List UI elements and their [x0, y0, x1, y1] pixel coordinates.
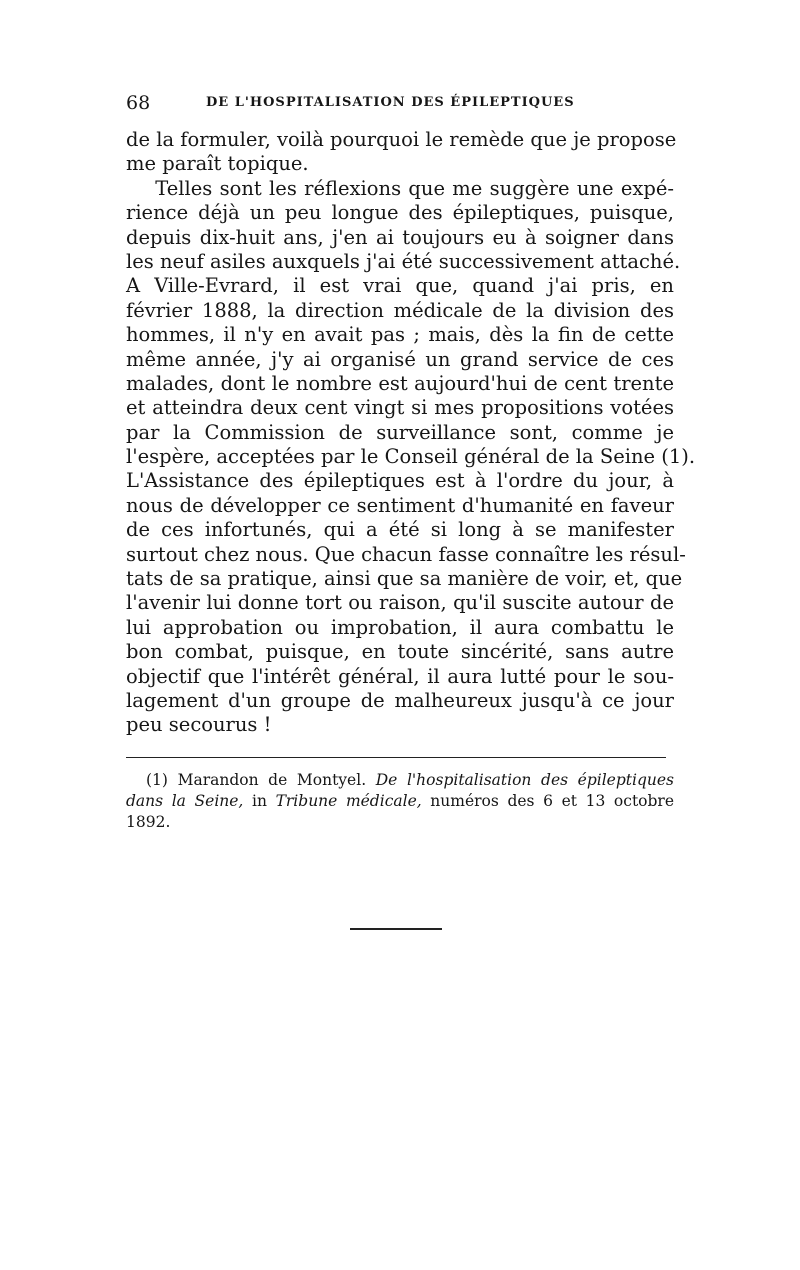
text-line: surtout chez nous. Que chacun fasse connaître les résul-: [126, 542, 686, 566]
text-line: tats de sa pratique, ainsi que sa manière de voir, et, que: [126, 567, 683, 591]
footnote-line: [126, 791, 674, 812]
text-line: les neuf asiles auxquels j'ai été successivement attaché.: [126, 249, 681, 273]
text-line: lagement d'un groupe de malheureux jusqu'à ce jour: [126, 688, 674, 712]
footnote-rest: numéros des 6 et 13 octobre: [430, 792, 675, 810]
footnote-marker: (1): [146, 771, 168, 789]
text-line: objectif que l'intérêt général, il aura lutté pour le sou-: [126, 664, 674, 688]
page-number: 68: [126, 92, 151, 114]
text-line: depuis dix-huit ans, j'en ai toujours eu à soigner dans: [126, 225, 674, 249]
text-line: hommes, il n'y en avait pas ; mais, dès la fin de cette: [126, 323, 674, 347]
running-title: DE L'HOSPITALISATION DES ÉPILEPTIQUES: [206, 95, 575, 110]
text-line: février 1888, la direction médicale de la division des: [126, 298, 674, 322]
end-rule: [350, 928, 442, 930]
text-line: peu secourus !: [126, 713, 272, 737]
footnote-title-cont: dans la Seine,: [126, 792, 244, 810]
text-line: me paraît topique.: [126, 152, 309, 176]
text-line: bon combat, puisque, en toute sincérité, sans autre: [126, 640, 674, 664]
text-line: de ces infortunés, qui a été si long à se manifester: [126, 518, 674, 542]
footnote-divider: [126, 757, 666, 758]
text-line: par la Commission de surveillance sont, comme je: [126, 420, 674, 444]
text-line: de la formuler, voilà pourquoi le remède que je propose: [126, 128, 677, 151]
text-line: L'Assistance des épileptiques est à l'ordre du jour, à: [126, 469, 674, 493]
footnote: [126, 770, 674, 833]
text-line: même année, j'y ai organisé un grand service de ces: [126, 347, 674, 371]
footnote-in: in: [251, 792, 267, 810]
page-header: [126, 92, 674, 116]
text-line: malades, dont le nombre est aujourd'hui de cent trente: [126, 371, 674, 395]
text-line: Telles sont les réflexions que me suggère une expé-: [126, 176, 674, 200]
footnote-line: [126, 770, 674, 791]
text-line: A Ville-Evrard, il est vrai que, quand j'ai pris, en: [126, 274, 674, 298]
text-line: rience déjà un peu longue des épileptiques, puisque,: [126, 201, 674, 225]
footnote-title: De l'hospitalisation des épileptiques: [375, 771, 674, 789]
text-line: l'espère, acceptées par le Conseil général de la Seine (1).: [126, 445, 696, 469]
text-line: et atteindra deux cent vingt si mes propositions votées: [126, 396, 674, 420]
body-text: [126, 128, 696, 738]
text-line: lui approbation ou improbation, il aura combattu le: [126, 615, 674, 639]
footnote-line: 1892.: [126, 813, 171, 831]
footnote-journal: Tribune médicale,: [275, 792, 422, 810]
text-line: nous de développer ce sentiment d'humanité en faveur: [126, 493, 674, 517]
footnote-author: Marandon de Montyel.: [177, 771, 367, 789]
text-line: l'avenir lui donne tort ou raison, qu'il suscite autour de: [126, 591, 674, 615]
